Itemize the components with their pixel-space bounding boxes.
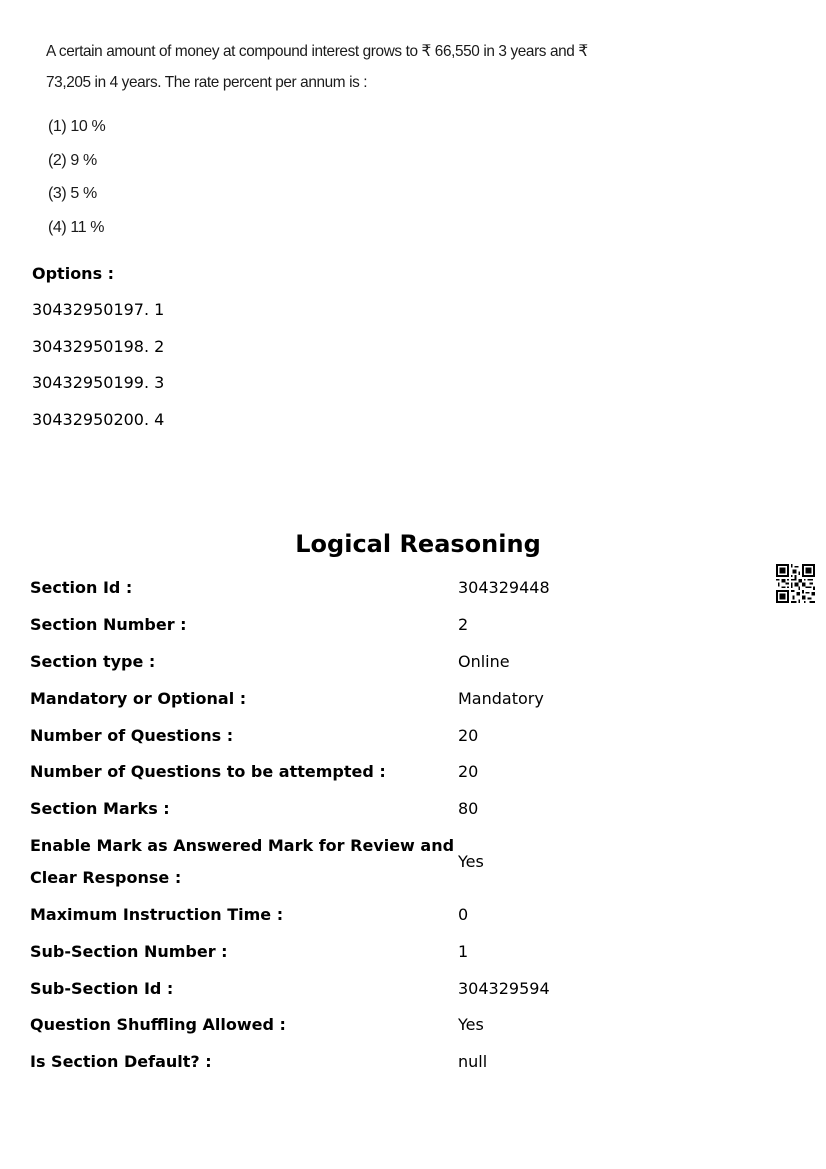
section-number-label: Section Number :: [30, 615, 187, 635]
sub-section-number-label: Sub-Section Number :: [30, 941, 228, 961]
section-type-value: Online: [458, 651, 510, 671]
table-row: [30, 1044, 590, 1081]
max-instruction-time-label: Maximum Instruction Time :: [30, 904, 284, 924]
enable-mark-review-label: Enable Mark as Answered Mark for Review and Clear Response :: [30, 836, 455, 888]
table-row: [30, 1007, 590, 1044]
section-number-value: 2: [458, 615, 469, 635]
options-label: Options :: [32, 264, 115, 283]
sub-section-number-value: 1: [458, 941, 469, 961]
max-instruction-time-value: 0: [458, 904, 469, 924]
table-row: [30, 828, 590, 897]
questions-to-attempt-label: Number of Questions to be attempted :: [30, 762, 386, 782]
option-item-1: 30432950197. 1: [32, 300, 165, 319]
section-id-label: Section Id :: [30, 578, 133, 598]
table-row: [30, 570, 590, 607]
question-shuffling-label: Question Shuffling Allowed :: [30, 1015, 286, 1035]
section-info-table: [30, 570, 590, 1081]
number-of-questions-label: Number of Questions :: [30, 725, 234, 745]
table-row: [30, 754, 590, 791]
question-choice-3: (3) 5 %: [48, 185, 97, 202]
table-row: [30, 680, 590, 717]
section-title: Logical Reasoning: [295, 530, 541, 558]
option-item-3: 30432950199. 3: [32, 373, 165, 393]
table-row: [30, 644, 590, 681]
table-row: [30, 933, 590, 970]
question-text: A certain amount of money at compound interest grows to ₹ 66,550 in 3 years and ₹ 73,205 in 4 years. The rate percent per annum is :: [46, 43, 588, 91]
table-row: [30, 791, 590, 828]
option-list: [32, 298, 164, 445]
sub-section-id-label: Sub-Section Id :: [30, 978, 174, 998]
section-type-label: Section type :: [30, 651, 156, 671]
section-id-value: 304329448: [458, 578, 550, 598]
sub-section-id-value: 304329594: [458, 978, 550, 998]
option-item-2: 30432950198. 2: [32, 336, 165, 356]
question-choice-4: (4) 11 %: [48, 218, 105, 236]
option-item-4: 30432950200. 4: [32, 410, 165, 430]
qr-code-icon: [776, 564, 815, 603]
is-section-default-label: Is Section Default? :: [30, 1052, 212, 1072]
table-row: [30, 717, 590, 754]
section-marks-value: 80: [458, 799, 479, 819]
table-row: [30, 897, 590, 934]
mandatory-optional-value: Mandatory: [458, 688, 544, 708]
enable-mark-review-value: Yes: [458, 852, 484, 872]
section-marks-label: Section Marks :: [30, 799, 170, 819]
table-row: [30, 970, 590, 1007]
question-choice-1: (1) 10 %: [48, 118, 106, 135]
question-shuffling-value: Yes: [458, 1015, 484, 1035]
question-choice-2: (2) 9 %: [48, 151, 97, 169]
number-of-questions-value: 20: [458, 725, 479, 745]
table-row: [30, 607, 590, 644]
questions-to-attempt-value: 20: [458, 762, 479, 782]
question-image: [40, 30, 640, 245]
mandatory-optional-label: Mandatory or Optional :: [30, 688, 247, 708]
is-section-default-value: null: [458, 1052, 488, 1072]
question-choices: [48, 114, 105, 248]
